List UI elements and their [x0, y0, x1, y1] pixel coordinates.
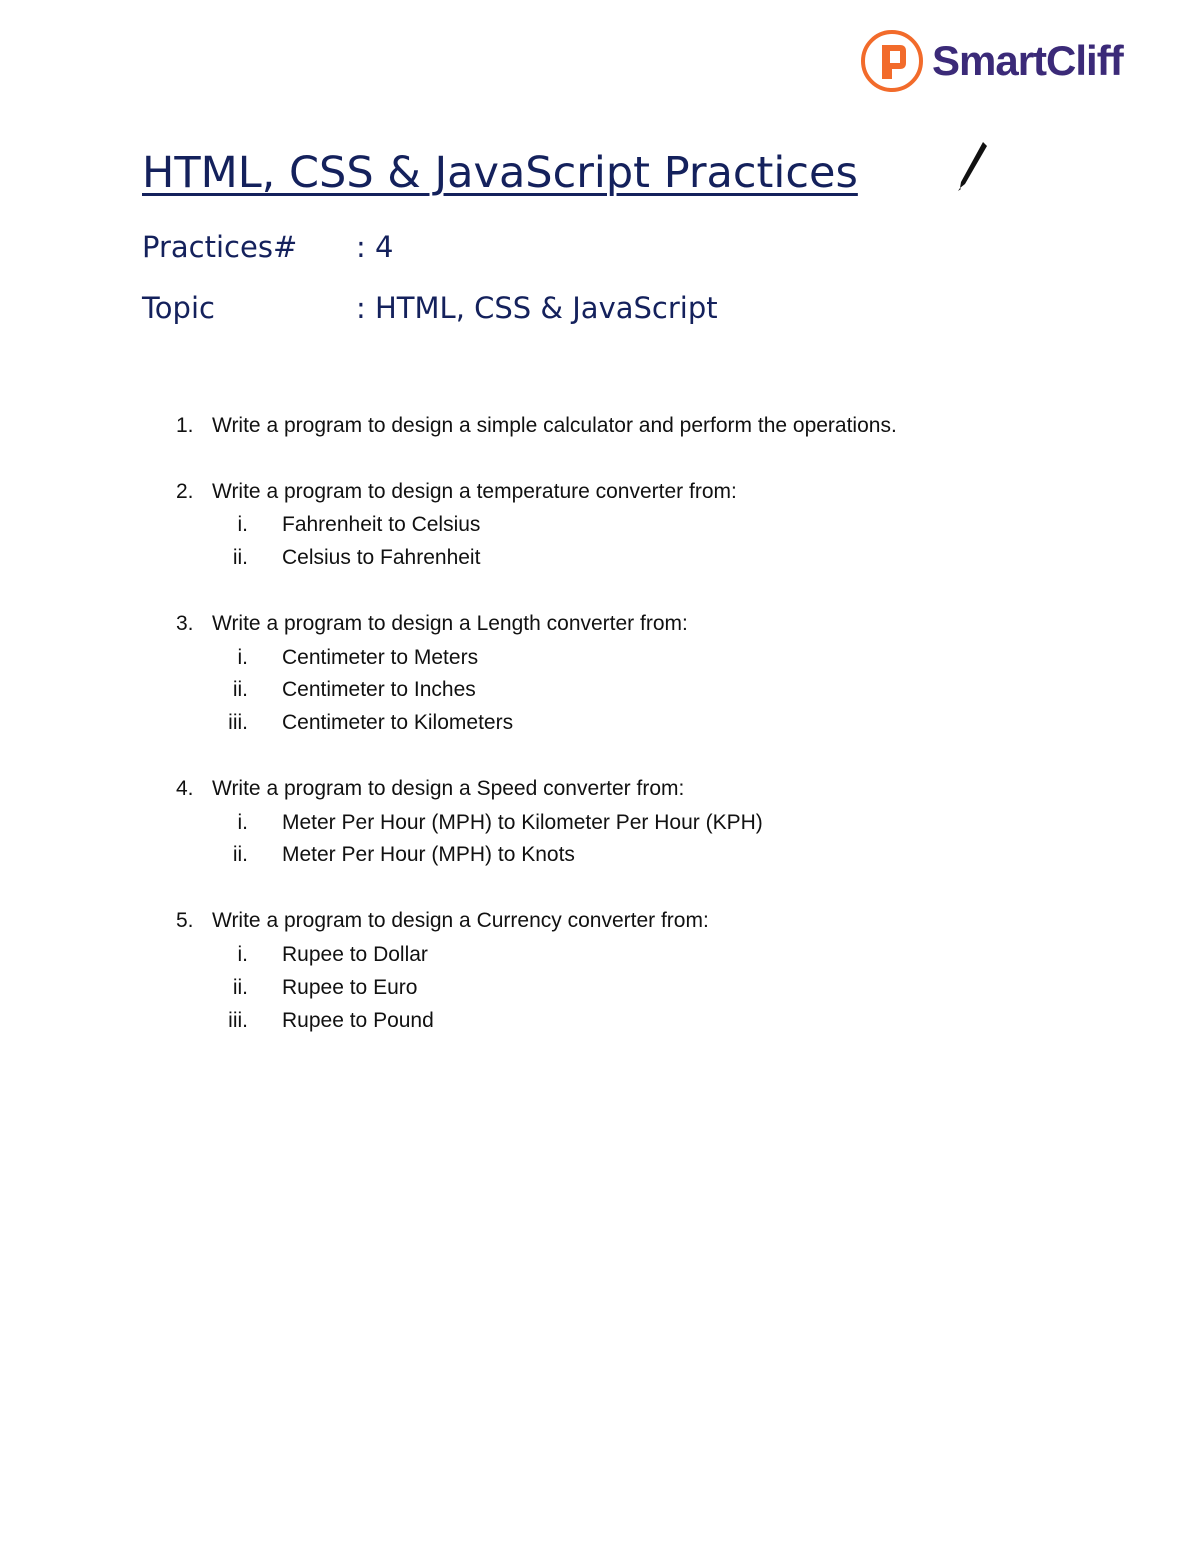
task-text: Write a program to design a Length converter from:	[212, 612, 688, 635]
topic-row	[142, 293, 842, 333]
subitem-text: Meter Per Hour (MPH) to Knots	[282, 843, 575, 866]
subitem-numeral: iii.	[228, 1009, 248, 1032]
subitem-text: Rupee to Dollar	[282, 943, 428, 966]
subitem-text: Fahrenheit to Celsius	[282, 513, 481, 536]
task-text: Write a program to design a Currency converter from:	[212, 909, 709, 932]
smartcliff-logo-icon	[860, 29, 924, 93]
subitem-numeral: i.	[237, 513, 248, 536]
subitem-numeral: iii.	[228, 711, 248, 734]
subitem-text: Centimeter to Inches	[282, 678, 476, 701]
pen-icon	[955, 140, 989, 192]
subitem-numeral: i.	[237, 943, 248, 966]
topic-label: Topic	[142, 291, 215, 325]
subitem-text: Celsius to Fahrenheit	[282, 546, 481, 569]
practices-row	[142, 232, 842, 272]
subitem-text: Rupee to Pound	[282, 1009, 434, 1032]
practices-value: : 4	[356, 230, 394, 264]
document-title: HTML, CSS & JavaScript Practices	[142, 148, 858, 198]
subitem-numeral: i.	[237, 646, 248, 669]
brand-logo	[860, 26, 1170, 96]
task-text: Write a program to design a temperature converter from:	[212, 480, 737, 503]
subitem-numeral: ii.	[232, 843, 248, 866]
brand-name: SmartCliff	[932, 37, 1123, 84]
subitem-text: Centimeter to Kilometers	[282, 711, 514, 734]
task-number: 2.	[176, 480, 194, 503]
task-text: Write a program to design a Speed converter from:	[212, 777, 685, 800]
task-number: 4.	[176, 777, 194, 800]
task-number: 1.	[176, 414, 194, 437]
subitem-text: Rupee to Euro	[282, 976, 418, 999]
subitem-numeral: ii.	[232, 976, 248, 999]
task-number: 3.	[176, 612, 194, 635]
subitem-text: Meter Per Hour (MPH) to Kilometer Per Hour (KPH)	[282, 811, 763, 834]
topic-value: : HTML, CSS & JavaScript	[356, 291, 718, 325]
task-text: Write a program to design a simple calculator and perform the operations.	[212, 414, 897, 437]
subitem-text: Centimeter to Meters	[282, 646, 479, 669]
subitem-numeral: i.	[237, 811, 248, 834]
task-number: 5.	[176, 909, 194, 932]
practices-label: Practices#	[142, 230, 298, 264]
subitem-numeral: ii.	[232, 678, 248, 701]
subitem-numeral: ii.	[232, 546, 248, 569]
